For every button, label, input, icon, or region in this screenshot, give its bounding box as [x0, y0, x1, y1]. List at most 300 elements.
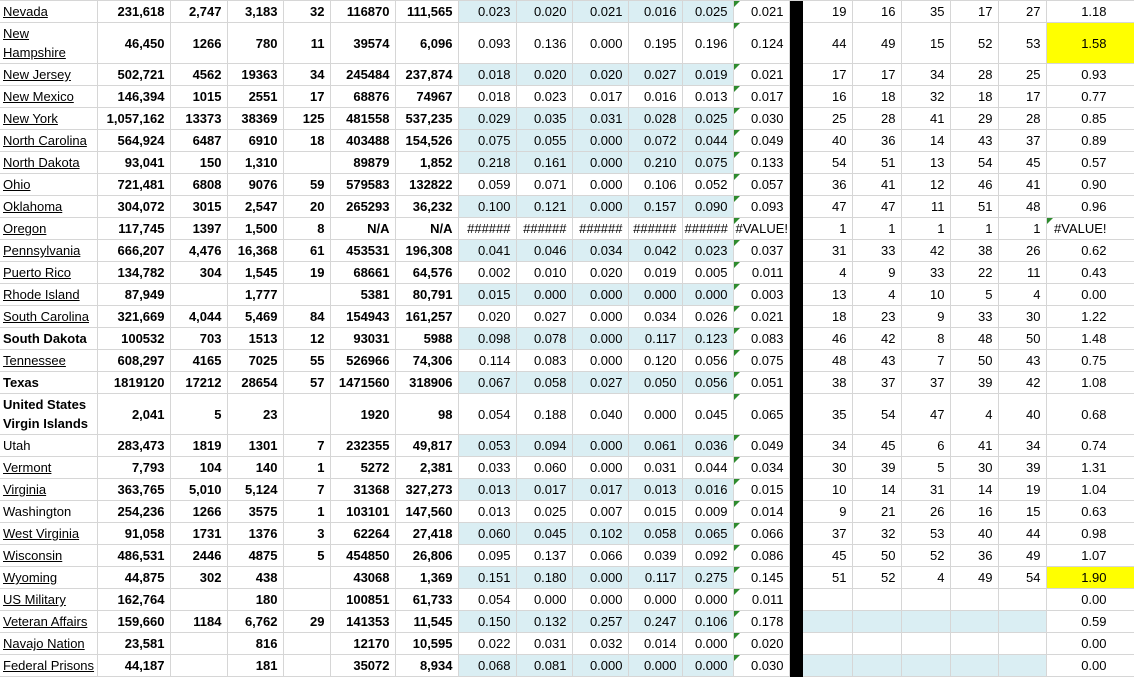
decimal-cell[interactable]: 0.013 — [628, 479, 682, 501]
rank-cell[interactable]: 48 — [998, 196, 1046, 218]
decimal-cell[interactable]: 0.045 — [682, 394, 733, 435]
decimal-cell[interactable]: 0.081 — [516, 655, 572, 677]
decimal-cell[interactable]: 0.247 — [628, 611, 682, 633]
ratio-cell[interactable]: 1.07 — [1046, 545, 1134, 567]
decimal-cell[interactable]: 0.071 — [516, 174, 572, 196]
decimal-cell[interactable]: 0.180 — [516, 567, 572, 589]
rank-cell[interactable]: 45 — [998, 152, 1046, 174]
rank-cell[interactable]: 7 — [901, 350, 950, 372]
value-cell[interactable]: 38369 — [227, 108, 283, 130]
decimal-cell[interactable]: 0.106 — [628, 174, 682, 196]
value-cell[interactable]: 162,764 — [97, 589, 170, 611]
value-cell[interactable]: 1266 — [170, 501, 227, 523]
rank-cell[interactable]: 36 — [950, 545, 998, 567]
value-cell[interactable]: 1731 — [170, 523, 227, 545]
rank-cell[interactable] — [852, 633, 901, 655]
rank-cell[interactable]: 23 — [852, 306, 901, 328]
rank-cell[interactable]: 37 — [901, 372, 950, 394]
value-cell[interactable]: 4875 — [227, 545, 283, 567]
decimal-cell[interactable]: 0.000 — [572, 567, 628, 589]
ratio-cell[interactable]: 0.57 — [1046, 152, 1134, 174]
average-cell[interactable]: 0.017 — [733, 86, 789, 108]
value-cell[interactable]: 18 — [283, 130, 330, 152]
decimal-cell[interactable]: 0.000 — [628, 655, 682, 677]
value-cell[interactable]: 1,369 — [395, 567, 458, 589]
average-cell[interactable]: 0.065 — [733, 394, 789, 435]
rank-cell[interactable]: 19 — [998, 479, 1046, 501]
value-cell[interactable]: 43068 — [330, 567, 395, 589]
rank-cell[interactable] — [998, 589, 1046, 611]
value-cell[interactable]: 5272 — [330, 457, 395, 479]
rank-cell[interactable]: 52 — [950, 23, 998, 64]
decimal-cell[interactable]: 0.117 — [628, 567, 682, 589]
state-name-cell[interactable]: Veteran Affairs — [0, 611, 97, 633]
rank-cell[interactable]: 47 — [803, 196, 852, 218]
value-cell[interactable]: 2446 — [170, 545, 227, 567]
decimal-cell[interactable]: 0.257 — [572, 611, 628, 633]
value-cell[interactable]: 44,187 — [97, 655, 170, 677]
decimal-cell[interactable]: 0.000 — [572, 457, 628, 479]
decimal-cell[interactable]: 0.016 — [628, 86, 682, 108]
value-cell[interactable]: 666,207 — [97, 240, 170, 262]
value-cell[interactable] — [283, 633, 330, 655]
decimal-cell[interactable]: 0.157 — [628, 196, 682, 218]
value-cell[interactable]: 703 — [170, 328, 227, 350]
value-cell[interactable]: 93031 — [330, 328, 395, 350]
ratio-cell[interactable]: 1.18 — [1046, 1, 1134, 23]
value-cell[interactable]: 721,481 — [97, 174, 170, 196]
state-name-cell[interactable]: Ohio — [0, 174, 97, 196]
value-cell[interactable]: N/A — [330, 218, 395, 240]
value-cell[interactable] — [283, 152, 330, 174]
rank-cell[interactable]: 8 — [901, 328, 950, 350]
rank-cell[interactable]: 49 — [852, 23, 901, 64]
decimal-cell[interactable]: 0.056 — [682, 350, 733, 372]
decimal-cell[interactable]: 0.067 — [458, 372, 516, 394]
average-cell[interactable]: 0.049 — [733, 130, 789, 152]
rank-cell[interactable]: 40 — [950, 523, 998, 545]
value-cell[interactable]: 6,096 — [395, 23, 458, 64]
decimal-cell[interactable]: ###### — [628, 218, 682, 240]
rank-cell[interactable]: 42 — [901, 240, 950, 262]
value-cell[interactable]: 1,057,162 — [97, 108, 170, 130]
rank-cell[interactable]: 42 — [852, 328, 901, 350]
average-cell[interactable]: 0.020 — [733, 633, 789, 655]
decimal-cell[interactable]: 0.117 — [628, 328, 682, 350]
value-cell[interactable]: 80,791 — [395, 284, 458, 306]
value-cell[interactable] — [170, 589, 227, 611]
decimal-cell[interactable]: 0.042 — [628, 240, 682, 262]
rank-cell[interactable]: 43 — [852, 350, 901, 372]
rank-cell[interactable]: 18 — [852, 86, 901, 108]
decimal-cell[interactable]: 0.016 — [628, 1, 682, 23]
decimal-cell[interactable]: 0.000 — [628, 394, 682, 435]
value-cell[interactable]: 1819120 — [97, 372, 170, 394]
rank-cell[interactable]: 19 — [803, 1, 852, 23]
average-cell[interactable]: 0.083 — [733, 328, 789, 350]
decimal-cell[interactable]: 0.039 — [628, 545, 682, 567]
decimal-cell[interactable]: 0.000 — [682, 655, 733, 677]
decimal-cell[interactable]: 0.017 — [572, 86, 628, 108]
decimal-cell[interactable]: 0.028 — [628, 108, 682, 130]
value-cell[interactable]: 6910 — [227, 130, 283, 152]
decimal-cell[interactable]: 0.013 — [458, 479, 516, 501]
value-cell[interactable]: 1397 — [170, 218, 227, 240]
decimal-cell[interactable]: 0.093 — [458, 23, 516, 64]
ratio-cell[interactable]: 0.90 — [1046, 174, 1134, 196]
decimal-cell[interactable]: ###### — [458, 218, 516, 240]
decimal-cell[interactable]: 0.136 — [516, 23, 572, 64]
value-cell[interactable]: 537,235 — [395, 108, 458, 130]
decimal-cell[interactable]: 0.106 — [682, 611, 733, 633]
average-cell[interactable]: 0.021 — [733, 306, 789, 328]
rank-cell[interactable]: 36 — [803, 174, 852, 196]
decimal-cell[interactable]: 0.005 — [682, 262, 733, 284]
value-cell[interactable]: 140 — [227, 457, 283, 479]
rank-cell[interactable]: 33 — [852, 240, 901, 262]
rank-cell[interactable]: 45 — [852, 435, 901, 457]
rank-cell[interactable]: 40 — [803, 130, 852, 152]
rank-cell[interactable]: 38 — [950, 240, 998, 262]
ratio-cell[interactable]: 0.96 — [1046, 196, 1134, 218]
value-cell[interactable] — [283, 567, 330, 589]
value-cell[interactable]: 31368 — [330, 479, 395, 501]
rank-cell[interactable]: 41 — [950, 435, 998, 457]
rank-cell[interactable]: 31 — [803, 240, 852, 262]
decimal-cell[interactable]: 0.015 — [628, 501, 682, 523]
ratio-cell[interactable]: 0.75 — [1046, 350, 1134, 372]
value-cell[interactable]: 1,545 — [227, 262, 283, 284]
value-cell[interactable]: 141353 — [330, 611, 395, 633]
rank-cell[interactable]: 16 — [950, 501, 998, 523]
rank-cell[interactable]: 26 — [901, 501, 950, 523]
value-cell[interactable]: 27,418 — [395, 523, 458, 545]
decimal-cell[interactable]: 0.026 — [682, 306, 733, 328]
decimal-cell[interactable]: 0.025 — [516, 501, 572, 523]
state-name-cell[interactable]: South Carolina — [0, 306, 97, 328]
decimal-cell[interactable]: 0.021 — [572, 1, 628, 23]
value-cell[interactable]: 363,765 — [97, 479, 170, 501]
decimal-cell[interactable]: 0.120 — [628, 350, 682, 372]
decimal-cell[interactable]: 0.000 — [516, 284, 572, 306]
rank-cell[interactable]: 52 — [901, 545, 950, 567]
state-name-cell[interactable]: North Dakota — [0, 152, 97, 174]
ratio-cell[interactable]: 1.48 — [1046, 328, 1134, 350]
decimal-cell[interactable]: 0.044 — [682, 130, 733, 152]
value-cell[interactable]: 104 — [170, 457, 227, 479]
rank-cell[interactable]: 29 — [950, 108, 998, 130]
rank-cell[interactable]: 4 — [852, 284, 901, 306]
value-cell[interactable]: 5,010 — [170, 479, 227, 501]
ratio-cell[interactable]: 0.85 — [1046, 108, 1134, 130]
rank-cell[interactable]: 25 — [998, 64, 1046, 86]
value-cell[interactable]: 93,041 — [97, 152, 170, 174]
rank-cell[interactable] — [852, 589, 901, 611]
decimal-cell[interactable]: 0.054 — [458, 589, 516, 611]
decimal-cell[interactable]: 0.075 — [682, 152, 733, 174]
rank-cell[interactable]: 5 — [950, 284, 998, 306]
state-name-cell[interactable]: Oklahoma — [0, 196, 97, 218]
decimal-cell[interactable]: 0.035 — [516, 108, 572, 130]
decimal-cell[interactable]: 0.000 — [682, 589, 733, 611]
decimal-cell[interactable]: 0.098 — [458, 328, 516, 350]
value-cell[interactable]: 2551 — [227, 86, 283, 108]
average-cell[interactable]: 0.057 — [733, 174, 789, 196]
rank-cell[interactable]: 41 — [901, 108, 950, 130]
rank-cell[interactable] — [852, 655, 901, 677]
decimal-cell[interactable]: 0.210 — [628, 152, 682, 174]
value-cell[interactable]: 4562 — [170, 64, 227, 86]
average-cell[interactable]: 0.086 — [733, 545, 789, 567]
decimal-cell[interactable]: 0.041 — [458, 240, 516, 262]
decimal-cell[interactable]: 0.059 — [458, 174, 516, 196]
ratio-cell[interactable]: 1.22 — [1046, 306, 1134, 328]
value-cell[interactable]: 154943 — [330, 306, 395, 328]
rank-cell[interactable]: 46 — [803, 328, 852, 350]
average-cell[interactable]: 0.011 — [733, 589, 789, 611]
value-cell[interactable]: 17 — [283, 86, 330, 108]
decimal-cell[interactable]: 0.031 — [628, 457, 682, 479]
value-cell[interactable]: 481558 — [330, 108, 395, 130]
value-cell[interactable]: 265293 — [330, 196, 395, 218]
value-cell[interactable]: 304 — [170, 262, 227, 284]
ratio-cell[interactable]: 0.59 — [1046, 611, 1134, 633]
decimal-cell[interactable]: 0.027 — [516, 306, 572, 328]
rank-cell[interactable]: 4 — [803, 262, 852, 284]
value-cell[interactable]: 327,273 — [395, 479, 458, 501]
rank-cell[interactable] — [998, 611, 1046, 633]
rank-cell[interactable]: 13 — [803, 284, 852, 306]
rank-cell[interactable]: 53 — [998, 23, 1046, 64]
state-name-cell[interactable]: Utah — [0, 435, 97, 457]
decimal-cell[interactable]: 0.000 — [572, 196, 628, 218]
rank-cell[interactable]: 48 — [950, 328, 998, 350]
rank-cell[interactable]: 47 — [852, 196, 901, 218]
value-cell[interactable]: 36,232 — [395, 196, 458, 218]
value-cell[interactable]: 100851 — [330, 589, 395, 611]
decimal-cell[interactable]: 0.061 — [628, 435, 682, 457]
value-cell[interactable]: 59 — [283, 174, 330, 196]
value-cell[interactable]: 816 — [227, 633, 283, 655]
ratio-cell[interactable]: 1.58 — [1046, 23, 1134, 64]
decimal-cell[interactable]: 0.036 — [682, 435, 733, 457]
value-cell[interactable]: 68876 — [330, 86, 395, 108]
value-cell[interactable]: 1819 — [170, 435, 227, 457]
value-cell[interactable]: 57 — [283, 372, 330, 394]
decimal-cell[interactable]: 0.058 — [628, 523, 682, 545]
average-cell[interactable]: 0.093 — [733, 196, 789, 218]
decimal-cell[interactable]: 0.060 — [516, 457, 572, 479]
decimal-cell[interactable]: 0.000 — [628, 589, 682, 611]
value-cell[interactable]: 16,368 — [227, 240, 283, 262]
decimal-cell[interactable]: 0.000 — [572, 655, 628, 677]
decimal-cell[interactable]: 0.018 — [458, 64, 516, 86]
rank-cell[interactable]: 11 — [998, 262, 1046, 284]
value-cell[interactable]: 12170 — [330, 633, 395, 655]
value-cell[interactable]: 74,306 — [395, 350, 458, 372]
rank-cell[interactable]: 10 — [901, 284, 950, 306]
value-cell[interactable]: 61,733 — [395, 589, 458, 611]
rank-cell[interactable]: 54 — [998, 567, 1046, 589]
decimal-cell[interactable]: 0.023 — [516, 86, 572, 108]
state-name-cell[interactable]: Rhode Island — [0, 284, 97, 306]
state-name-cell[interactable]: Oregon — [0, 218, 97, 240]
rank-cell[interactable]: 16 — [803, 86, 852, 108]
state-name-cell[interactable]: Pennsylvania — [0, 240, 97, 262]
value-cell[interactable]: 6808 — [170, 174, 227, 196]
rank-cell[interactable]: 54 — [852, 394, 901, 435]
ratio-cell[interactable]: 1.90 — [1046, 567, 1134, 589]
state-name-cell[interactable]: South Dakota — [0, 328, 97, 350]
value-cell[interactable] — [283, 284, 330, 306]
ratio-cell[interactable]: 0.98 — [1046, 523, 1134, 545]
average-cell[interactable]: 0.030 — [733, 655, 789, 677]
ratio-cell[interactable]: 1.08 — [1046, 372, 1134, 394]
decimal-cell[interactable]: 0.020 — [516, 64, 572, 86]
decimal-cell[interactable]: 0.000 — [572, 130, 628, 152]
value-cell[interactable]: 231,618 — [97, 1, 170, 23]
rank-cell[interactable]: 37 — [803, 523, 852, 545]
decimal-cell[interactable]: 0.132 — [516, 611, 572, 633]
decimal-cell[interactable]: 0.150 — [458, 611, 516, 633]
rank-cell[interactable]: 28 — [998, 108, 1046, 130]
rank-cell[interactable]: 1 — [901, 218, 950, 240]
value-cell[interactable]: 6487 — [170, 130, 227, 152]
decimal-cell[interactable]: 0.195 — [628, 23, 682, 64]
rank-cell[interactable]: 15 — [901, 23, 950, 64]
value-cell[interactable]: 3,183 — [227, 1, 283, 23]
rank-cell[interactable]: 39 — [998, 457, 1046, 479]
value-cell[interactable]: 19363 — [227, 64, 283, 86]
rank-cell[interactable]: 27 — [998, 1, 1046, 23]
value-cell[interactable]: 17212 — [170, 372, 227, 394]
rank-cell[interactable]: 17 — [852, 64, 901, 86]
rank-cell[interactable]: 17 — [803, 64, 852, 86]
decimal-cell[interactable]: 0.000 — [682, 284, 733, 306]
state-name-cell[interactable]: Virginia — [0, 479, 97, 501]
value-cell[interactable]: 32 — [283, 1, 330, 23]
decimal-cell[interactable]: 0.020 — [516, 1, 572, 23]
decimal-cell[interactable]: 0.007 — [572, 501, 628, 523]
value-cell[interactable]: 502,721 — [97, 64, 170, 86]
decimal-cell[interactable]: 0.055 — [516, 130, 572, 152]
rank-cell[interactable]: 35 — [803, 394, 852, 435]
rank-cell[interactable]: 1 — [803, 218, 852, 240]
rank-cell[interactable]: 39 — [852, 457, 901, 479]
decimal-cell[interactable]: 0.188 — [516, 394, 572, 435]
decimal-cell[interactable]: 0.044 — [682, 457, 733, 479]
value-cell[interactable]: 46,450 — [97, 23, 170, 64]
decimal-cell[interactable]: 0.046 — [516, 240, 572, 262]
decimal-cell[interactable]: 0.027 — [572, 372, 628, 394]
value-cell[interactable]: 1920 — [330, 394, 395, 435]
ratio-cell[interactable]: 1.31 — [1046, 457, 1134, 479]
value-cell[interactable]: 2,381 — [395, 457, 458, 479]
value-cell[interactable]: 254,236 — [97, 501, 170, 523]
ratio-cell[interactable]: 0.00 — [1046, 655, 1134, 677]
decimal-cell[interactable]: 0.025 — [682, 108, 733, 130]
rank-cell[interactable]: 26 — [998, 240, 1046, 262]
value-cell[interactable] — [170, 284, 227, 306]
value-cell[interactable]: 3 — [283, 523, 330, 545]
rank-cell[interactable]: 14 — [852, 479, 901, 501]
rank-cell[interactable]: 43 — [950, 130, 998, 152]
decimal-cell[interactable]: 0.000 — [572, 23, 628, 64]
value-cell[interactable]: 64,576 — [395, 262, 458, 284]
value-cell[interactable]: 84 — [283, 306, 330, 328]
rank-cell[interactable]: 18 — [803, 306, 852, 328]
rank-cell[interactable]: 33 — [901, 262, 950, 284]
value-cell[interactable]: 5381 — [330, 284, 395, 306]
decimal-cell[interactable]: 0.094 — [516, 435, 572, 457]
rank-cell[interactable]: 21 — [852, 501, 901, 523]
decimal-cell[interactable]: 0.027 — [628, 64, 682, 86]
rank-cell[interactable]: 34 — [803, 435, 852, 457]
average-cell[interactable]: 0.049 — [733, 435, 789, 457]
value-cell[interactable]: 11,545 — [395, 611, 458, 633]
decimal-cell[interactable]: ###### — [682, 218, 733, 240]
average-cell[interactable]: 0.037 — [733, 240, 789, 262]
rank-cell[interactable]: 51 — [852, 152, 901, 174]
value-cell[interactable]: 196,308 — [395, 240, 458, 262]
decimal-cell[interactable]: 0.065 — [682, 523, 733, 545]
decimal-cell[interactable]: 0.000 — [572, 174, 628, 196]
value-cell[interactable]: 4,476 — [170, 240, 227, 262]
rank-cell[interactable]: 4 — [901, 567, 950, 589]
decimal-cell[interactable]: 0.151 — [458, 567, 516, 589]
average-cell[interactable]: 0.021 — [733, 1, 789, 23]
rank-cell[interactable] — [950, 633, 998, 655]
value-cell[interactable]: 117,745 — [97, 218, 170, 240]
value-cell[interactable]: 5 — [283, 545, 330, 567]
decimal-cell[interactable]: 0.045 — [516, 523, 572, 545]
ratio-cell[interactable]: 0.00 — [1046, 284, 1134, 306]
value-cell[interactable]: 161,257 — [395, 306, 458, 328]
rank-cell[interactable] — [998, 633, 1046, 655]
decimal-cell[interactable]: 0.083 — [516, 350, 572, 372]
average-cell[interactable]: 0.133 — [733, 152, 789, 174]
value-cell[interactable]: 1,777 — [227, 284, 283, 306]
value-cell[interactable]: 23 — [227, 394, 283, 435]
value-cell[interactable]: 232355 — [330, 435, 395, 457]
value-cell[interactable]: 1184 — [170, 611, 227, 633]
decimal-cell[interactable]: 0.000 — [572, 284, 628, 306]
value-cell[interactable]: 20 — [283, 196, 330, 218]
average-cell[interactable]: 0.145 — [733, 567, 789, 589]
rank-cell[interactable]: 34 — [901, 64, 950, 86]
decimal-cell[interactable]: 0.013 — [682, 86, 733, 108]
average-cell[interactable]: 0.034 — [733, 457, 789, 479]
decimal-cell[interactable]: 0.000 — [628, 284, 682, 306]
decimal-cell[interactable]: 0.020 — [458, 306, 516, 328]
decimal-cell[interactable]: 0.034 — [572, 240, 628, 262]
rank-cell[interactable]: 41 — [852, 174, 901, 196]
value-cell[interactable]: 8 — [283, 218, 330, 240]
rank-cell[interactable]: 44 — [803, 23, 852, 64]
rank-cell[interactable]: 10 — [803, 479, 852, 501]
rank-cell[interactable]: 48 — [803, 350, 852, 372]
ratio-cell[interactable]: 0.00 — [1046, 633, 1134, 655]
decimal-cell[interactable]: 0.092 — [682, 545, 733, 567]
decimal-cell[interactable]: 0.056 — [682, 372, 733, 394]
rank-cell[interactable]: 41 — [998, 174, 1046, 196]
state-name-cell[interactable]: New Hampshire — [0, 23, 97, 64]
ratio-cell[interactable]: 0.89 — [1046, 130, 1134, 152]
rank-cell[interactable] — [950, 655, 998, 677]
average-cell[interactable]: 0.066 — [733, 523, 789, 545]
rank-cell[interactable]: 5 — [901, 457, 950, 479]
average-cell[interactable]: 0.051 — [733, 372, 789, 394]
